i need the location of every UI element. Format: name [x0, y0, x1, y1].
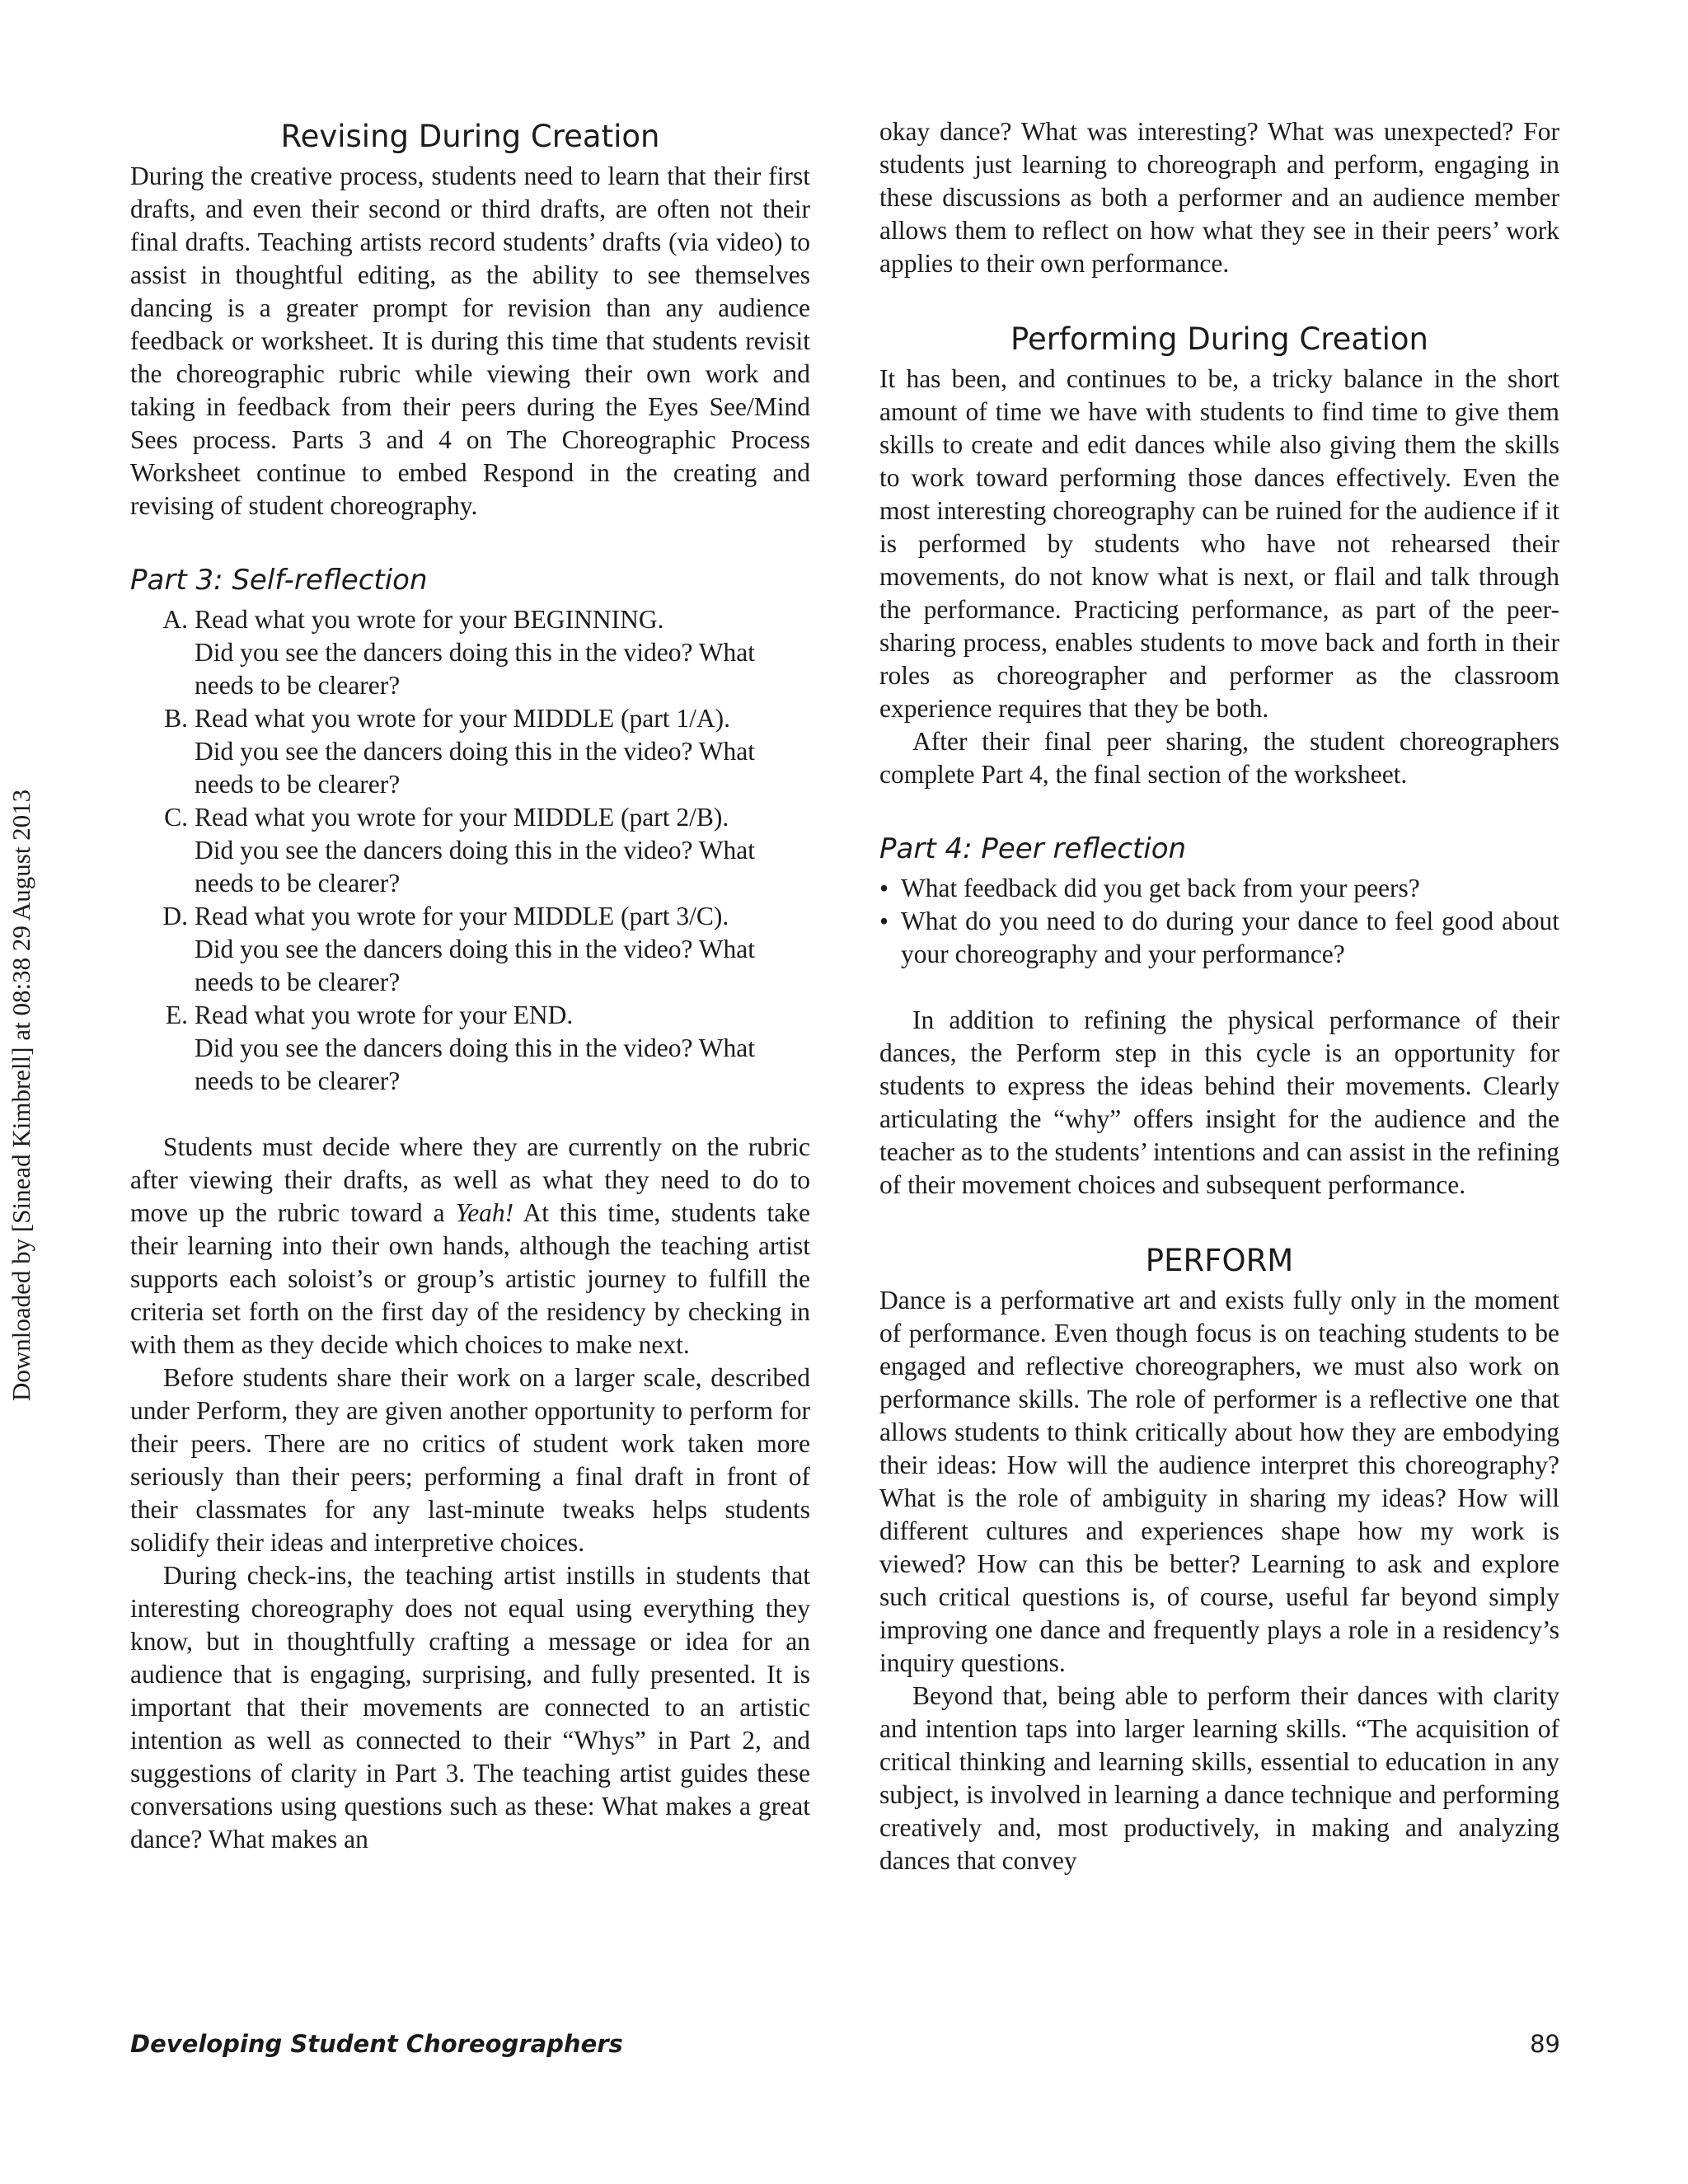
- list-line2: Did you see the dancers doing this in the video? What needs to be clearer?: [195, 836, 756, 898]
- rubric-yeah: Yeah!: [455, 1198, 514, 1227]
- part4-list: [879, 872, 1559, 971]
- part4-heading: Part 4: Peer reflection: [879, 832, 1187, 865]
- list-letter: B.: [164, 704, 188, 733]
- list-line1: Read what you wrote for your MIDDLE (part 3/C).: [195, 902, 729, 930]
- part3-list: [130, 603, 810, 1098]
- heading-perform: PERFORM: [1145, 1243, 1294, 1278]
- list-line2: Did you see the dancers doing this in the video? What needs to be clearer?: [195, 935, 756, 996]
- bullet-text: What do you need to do during your dance to feel good about your choreography and your performance?: [901, 907, 1559, 968]
- continued-paragraph: okay dance? What was interesting? What was unexpected? For students just learning to choreograph and perform, engaging in these discussions as both a performer and an audience member allows them to reflect on how what they see in their peers’ work applies to their own performance.: [879, 117, 1559, 278]
- list-line2: Did you see the dancers doing this in the video? What needs to be clearer?: [195, 1033, 756, 1095]
- intro-paragraph: During the creative process, students need to learn that their first drafts, and even their second or third drafts, are often not their final drafts. Teaching artists record students’ drafts (via video) to assist in thoughtful editing, as the ability to see themselves dancing is a greater prompt for revision than any audience feedback or worksheet. It is during this time that students revisit the choreographic rubric while viewing their own work and taking in feedback from their peers during the Eyes See/Mind Sees process. Parts 3 and 4 on The Choreographic Process Worksheet continue to embed Respond in the creating and revising of student choreography.: [130, 162, 810, 520]
- list-line2: Did you see the dancers doing this in the video? What needs to be clearer?: [195, 638, 756, 700]
- bullet-text: What feedback did you get back from your peers?: [901, 874, 1420, 902]
- rubric-paragraph: [130, 1131, 810, 1361]
- addition-paragraph: In addition to refining the physical performance of their dances, the Perform step in this cycle is an opportunity for students to express the ideas behind their movements. Clearly articulating the “why” offers insight for the audience and the teacher as to the students’ intentions and can assist in the refining of their movement choices and subsequent performance.: [879, 1005, 1559, 1199]
- page-number: 89: [1530, 2030, 1560, 2058]
- bullet-dot: •: [879, 907, 889, 935]
- page-footer: [130, 2030, 1560, 2066]
- final-peer-paragraph: After their final peer sharing, the student choreographers complete Part 4, the final section of the worksheet.: [879, 727, 1559, 789]
- download-watermark: Downloaded by [Sinead Kimbrell] at 08:38 29 August 2013: [7, 789, 35, 1401]
- list-item: [130, 801, 810, 900]
- performing-paragraph: It has been, and continues to be, a tricky balance in the short amount of time we have with students to find time to give them skills to create and edit dances while also giving them the skills to work toward performing those dances effectively. Even the most interesting choreography can be ruined for the audience if it is performed by students who have not rehearsed their movements, do not know what is next, or flail and talk through the performance. Practicing performance, as part of the peer-sharing process, enables students to move back and forth in their roles as choreographer and performer as the classroom experience requires that they be both.: [879, 364, 1559, 723]
- rubric-text-start: Students must decide where they are currently on the rubric after viewing their drafts, as well as what they need to do to move up the rubric toward a: [130, 1132, 810, 1227]
- list-letter: A.: [162, 605, 188, 634]
- running-title: Developing Student Choreographers: [130, 2030, 623, 2058]
- list-item: [130, 900, 810, 999]
- checkins-paragraph: During check-ins, the teaching artist instills in students that interesting choreography does not equal using everything they know, but in thoughtfully crafting a message or idea for an audience that is engaging, surprising, and fully presented. It is important that their movements are connected to an artistic intention as well as connected to their “Whys” in Part 2, and suggestions of clarity in Part 3. The teaching artist guides these conversations using questions such as these: What makes a great dance? What makes an: [130, 1561, 810, 1854]
- list-item: [879, 905, 1559, 971]
- rubric-text-end: At this time, students take their learning into their own hands, although the teaching artist supports each soloist’s or group’s artistic journey to fulfill the criteria set forth on the first day of the residency by checking in with them as they decide which choices to make next.: [130, 1198, 810, 1359]
- heading-performing-during-creation: Performing During Creation: [1010, 321, 1428, 357]
- list-item: [130, 603, 810, 702]
- list-item: [879, 872, 1559, 905]
- perform-paragraph: Dance is a performative art and exists fully only in the moment of performance. Even though focus is on teaching students to be engaged and reflective choreographers, we must also work on performance skills. The role of performer is a reflective one that allows students to think critically about how they are embodying their ideas: How will the audience interpret this choreography? What is the role of ambiguity in sharing my ideas? How will different cultures and experiences shape how my work is viewed? How can this be better? Learning to ask and explore such critical questions is, of course, useful far beyond simply improving one dance and frequently plays a role in a residency’s inquiry questions.: [879, 1286, 1559, 1677]
- list-item: [130, 999, 810, 1098]
- list-line1: Read what you wrote for your MIDDLE (part 2/B).: [195, 803, 729, 832]
- list-line1: Read what you wrote for your END.: [195, 1001, 574, 1029]
- list-line2: Did you see the dancers doing this in the video? What needs to be clearer?: [195, 737, 756, 799]
- list-item: [130, 702, 810, 801]
- list-line1: Read what you wrote for your MIDDLE (part 1/A).: [195, 704, 730, 733]
- beyond-paragraph: Beyond that, being able to perform their dances with clarity and intention taps into larger learning skills. “The acquisition of critical thinking and learning skills, essential to education in any subject, is involved in learning a dance technique and performing creatively and, most productively, in making and analyzing dances that convey: [879, 1681, 1559, 1875]
- right-column: [879, 115, 1559, 1877]
- left-column: [130, 115, 810, 1856]
- part3-heading: Part 3: Self-reflection: [130, 564, 428, 597]
- list-letter: E.: [165, 1001, 188, 1029]
- list-letter: C.: [164, 803, 188, 832]
- list-letter: D.: [162, 902, 188, 930]
- list-line1: Read what you wrote for your BEGINNING.: [195, 605, 664, 634]
- bullet-dot: •: [879, 874, 889, 902]
- peers-paragraph: Before students share their work on a larger scale, described under Perform, they are given another opportunity to perform for their peers. There are no critics of student work taken more seriously than their peers; performing a final draft in front of their classmates for any last-minute tweaks helps students solidify their ideas and interpretive choices.: [130, 1363, 810, 1557]
- heading-revising: Revising During Creation: [280, 119, 660, 154]
